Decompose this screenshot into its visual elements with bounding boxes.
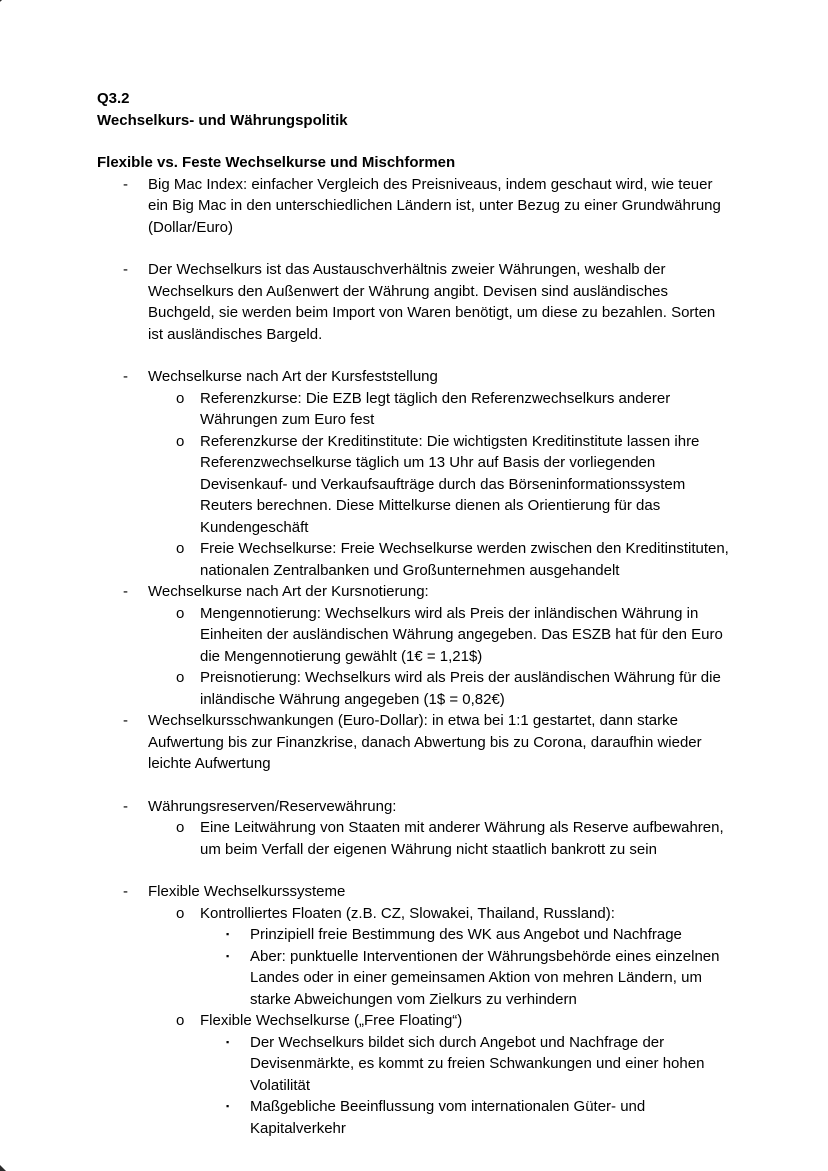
bullet-marker: ▪	[226, 1101, 230, 1111]
bullet-marker: o	[176, 819, 185, 836]
bullet-marker: o	[176, 432, 185, 450]
list-item	[97, 431, 733, 539]
list-item	[97, 924, 733, 946]
list-item-text: Referenzkurse: Die EZB legt täglich den Referenzwechselkurs anderer Währungen zum Euro fest	[200, 389, 671, 428]
bullet-marker: -	[123, 797, 128, 815]
list-item	[97, 1010, 733, 1032]
bullet-marker: ▪	[226, 950, 230, 961]
list-item-text: Referenzkurse der Kreditinstitute: Die wichtigsten Kreditinstitute lassen ihre Referenzwechselkurse täglich um 13 Uhr auf Basis der vorliegenden Devisenkauf- und Verkaufsaufträge durch das Börseninformationssystem Reuters berechnen. Diese Mittelkurse dienen als Orientierung für das Kundengeschäft	[200, 432, 700, 536]
section-heading: Flexible vs. Feste Wechselkurse und Mischformen	[97, 154, 456, 171]
list-item-text: Der Wechselkurs ist das Austauschverhältnis zweier Währungen, weshalb der Wechselkurs den Außenwert der Währung angibt. Devisen sind ausländisches Buchgeld, sie werden beim Import von Waren benötigt, um diese zu bezahlen. Sorten ist ausländisches Bargeld.	[148, 261, 716, 343]
document-content	[97, 88, 733, 1139]
document-code: Q3.2	[97, 90, 130, 107]
bullet-marker: o	[176, 904, 185, 922]
bullet-list	[97, 174, 733, 1140]
list-item	[97, 259, 733, 345]
bullet-marker: ▪	[226, 929, 230, 939]
list-item-text: Flexible Wechselkurse („Free Floating“)	[200, 1012, 463, 1029]
list-item	[97, 903, 733, 925]
list-item	[97, 366, 733, 388]
bullet-marker: -	[123, 583, 128, 600]
list-item-text: Maßgebliche Beeinflussung vom internationalen Güter- und Kapitalverkehr	[250, 1098, 646, 1137]
bullet-marker: o	[176, 669, 185, 686]
list-item-text: Prinzipiell freie Bestimmung des WK aus Angebot und Nachfrage	[250, 926, 682, 943]
list-item	[97, 174, 733, 239]
list-item	[97, 946, 733, 1011]
list-item	[97, 667, 733, 710]
list-item	[97, 603, 733, 668]
list-item-text: Kontrolliertes Floaten (z.B. CZ, Slowakei, Thailand, Russland):	[200, 904, 615, 922]
list-item	[97, 881, 733, 903]
list-item	[97, 388, 733, 431]
bullet-marker: -	[123, 175, 128, 193]
list-item-text: Der Wechselkurs bildet sich durch Angebot und Nachfrage der Devisenmärkte, es kommt zu freien Schwankungen und einer hohen Volatilität	[250, 1033, 705, 1094]
bullet-marker: -	[123, 712, 128, 729]
document-title: Wechselkurs- und Währungspolitik	[97, 111, 348, 129]
list-item-text: Wechselkurse nach Art der Kursfeststellung	[148, 368, 438, 385]
list-item-text: Wechselkurse nach Art der Kursnotierung:	[148, 583, 429, 600]
list-item-text: Flexible Wechselkurssysteme	[148, 883, 346, 900]
list-item	[97, 817, 733, 860]
list-item-text: Big Mac Index: einfacher Vergleich des Preisniveaus, indem geschaut wird, wie teuer ein Big Mac in den unterschiedlichen Ländern ist, unter Bezug zu einer Grundwährung (Dollar/Euro)	[148, 175, 721, 236]
list-item-text: Wechselkursschwankungen (Euro-Dollar): in etwa bei 1:1 gestartet, dann starke Aufwertung bis zur Finanzkrise, danach Abwertung bis zu Corona, daraufhin wieder leichte Aufwertung	[148, 712, 702, 772]
list-item	[97, 1096, 733, 1139]
bullet-marker: o	[176, 1012, 185, 1029]
list-item	[97, 538, 733, 581]
scan-artifact-top-left	[0, 0, 8, 8]
list-item-text: Preisnotierung: Wechselkurs wird als Preis der ausländischen Währung für die inländische Währung angegeben (1$ = 0,82€)	[200, 669, 721, 708]
bullet-marker: -	[123, 368, 128, 385]
list-item-text: Währungsreserven/Reservewährung:	[148, 797, 397, 815]
list-item-text: Aber: punktuelle Interventionen der Währungsbehörde eines einzelnen Landes oder in einer gemeinsamen Aktion von mehren Ländern, um starke Abweichungen vom Zielkurs zu verhindern	[250, 947, 720, 1008]
scan-artifact-bottom-left	[0, 1157, 14, 1171]
bullet-marker: o	[176, 540, 185, 557]
bullet-marker: o	[176, 389, 185, 407]
list-item-text: Freie Wechselkurse: Freie Wechselkurse werden zwischen den Kreditinstituten, nationalen Zentralbanken und Großunternehmen ausgehandelt	[200, 540, 729, 579]
bullet-marker: ▪	[226, 1036, 230, 1047]
list-item	[97, 796, 733, 818]
list-item	[97, 581, 733, 603]
bullet-marker: o	[176, 604, 185, 622]
bullet-marker: -	[123, 261, 128, 278]
list-item	[97, 1032, 733, 1097]
list-item-text: Mengennotierung: Wechselkurs wird als Preis der inländischen Währung in Einheiten der ausländischen Währung angegeben. Das ESZB hat für den Euro die Mengennotierung gewählt (1€ = 1,21$)	[200, 604, 723, 665]
list-item-text: Eine Leitwährung von Staaten mit anderer Währung als Reserve aufbewahren, um beim Verfall der eigenen Währung nicht staatlich bankrott zu sein	[200, 819, 724, 858]
list-item	[97, 710, 733, 775]
bullet-marker: -	[123, 883, 128, 900]
